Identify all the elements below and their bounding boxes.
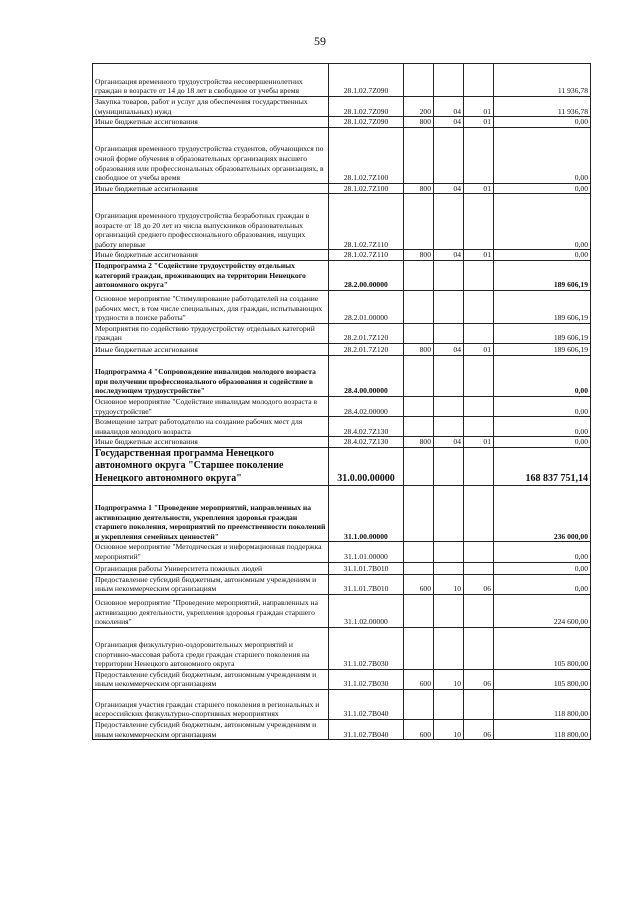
row-subsection <box>464 355 494 396</box>
row-code: 28.1.02.7Z110 <box>329 194 404 250</box>
table-row <box>93 574 591 594</box>
row-subsection <box>464 542 494 562</box>
row-subsection: 01 <box>464 117 494 128</box>
row-name: Возмещение затрат работодателю на создание рабочих мест для инвалидов молодого возраста <box>93 417 329 437</box>
row-code: 28.4.00.00000 <box>329 355 404 396</box>
row-code: 28.1.02.7Z100 <box>329 127 404 183</box>
row-code: 28.1.02.7Z100 <box>329 183 404 194</box>
row-section <box>434 323 464 343</box>
row-code: 28.2.01.7Z120 <box>329 343 404 355</box>
row-expense-type <box>404 290 434 323</box>
row-subsection: 06 <box>464 719 494 739</box>
row-expense-type <box>404 594 434 627</box>
row-amount: 0,00 <box>494 437 591 448</box>
row-amount: 189 606,19 <box>494 260 591 290</box>
row-section <box>434 417 464 437</box>
row-code: 28.4.02.7Z130 <box>329 417 404 437</box>
row-expense-type: 200 <box>404 97 434 117</box>
row-code: 28.1.02.7Z090 <box>329 64 404 97</box>
row-expense-type <box>404 542 434 562</box>
row-amount: 0,00 <box>494 417 591 437</box>
row-subsection <box>464 260 494 290</box>
table-row <box>93 542 591 562</box>
table-row <box>93 689 591 719</box>
row-amount: 189 606,19 <box>494 323 591 343</box>
row-subsection: 01 <box>464 183 494 194</box>
row-section <box>434 486 464 542</box>
table-row <box>93 194 591 250</box>
row-amount: 189 606,19 <box>494 290 591 323</box>
row-name: Организация работы Университета пожилых людей <box>93 562 329 574</box>
row-subsection: 01 <box>464 437 494 448</box>
row-name: Основное мероприятие "Содействие инвалидам молодого возраста в трудоустройстве" <box>93 396 329 416</box>
row-section: 04 <box>434 437 464 448</box>
row-amount: 105 800,00 <box>494 627 591 669</box>
row-section <box>434 64 464 97</box>
row-subsection: 01 <box>464 97 494 117</box>
row-name: Мероприятия по содействию трудоустройству отдельных категорий граждан <box>93 323 329 343</box>
row-code: 28.1.02.7Z110 <box>329 250 404 261</box>
row-subsection: 06 <box>464 669 494 689</box>
row-section <box>434 689 464 719</box>
row-name: Предоставление субсидий бюджетным, автономным учреждениям и иным некоммерческим организациям <box>93 719 329 739</box>
row-section <box>434 260 464 290</box>
row-subsection <box>464 127 494 183</box>
row-code: 28.2.00.00000 <box>329 260 404 290</box>
row-subsection <box>464 396 494 416</box>
table-row <box>93 260 591 290</box>
row-code: 31.1.01.00000 <box>329 542 404 562</box>
row-code: 28.4.02.00000 <box>329 396 404 416</box>
row-expense-type <box>404 64 434 97</box>
row-name: Иные бюджетные ассигнования <box>93 250 329 261</box>
row-name: Организация физкультурно-оздоровительных мероприятий и спортивно-массовая работа среди граждан старшего поколения на территории Ненецкого автономного округа <box>93 627 329 669</box>
row-expense-type <box>404 127 434 183</box>
row-amount: 0,00 <box>494 574 591 594</box>
row-expense-type <box>404 355 434 396</box>
row-expense-type <box>404 323 434 343</box>
row-subsection <box>464 689 494 719</box>
row-subsection: 06 <box>464 574 494 594</box>
table-row <box>93 290 591 323</box>
row-name: Подпрограмма 2 "Содействие трудоустройству отдельных категорий граждан, проживающих на территории Ненецкого автономного округа" <box>93 260 329 290</box>
row-amount: 105 800,00 <box>494 669 591 689</box>
row-subsection <box>464 627 494 669</box>
row-expense-type: 800 <box>404 117 434 128</box>
row-section <box>434 194 464 250</box>
row-name: Организация временного трудоустройства несовершеннолетних граждан в возрасте от 14 до 18 лет в свободное от учебы время <box>93 64 329 97</box>
row-name: Иные бюджетные ассигнования <box>93 117 329 128</box>
row-code: 31.1.01.7B010 <box>329 574 404 594</box>
budget-table <box>92 63 591 740</box>
row-amount: 11 936,78 <box>494 64 591 97</box>
row-subsection <box>464 594 494 627</box>
row-subsection <box>464 447 494 486</box>
row-name: Подпрограмма 1 "Проведение мероприятий, направленных на активизацию деятельности, укрепления здоровья граждан старшего поколения, мероприятий по преемственности поколений и укрепления семейных ценностей" <box>93 486 329 542</box>
table-row <box>93 183 591 194</box>
row-amount: 0,00 <box>494 250 591 261</box>
row-expense-type <box>404 486 434 542</box>
row-code: 31.1.02.7B040 <box>329 689 404 719</box>
row-section: 04 <box>434 117 464 128</box>
row-subsection <box>464 562 494 574</box>
row-amount: 0,00 <box>494 562 591 574</box>
row-name: Основное мероприятие "Стимулирование работодателей на создание рабочих мест, в том числе специальных, для граждан, испытывающих трудности в поиске работы" <box>93 290 329 323</box>
table-row <box>93 669 591 689</box>
row-section <box>434 127 464 183</box>
table-row <box>93 250 591 261</box>
row-expense-type <box>404 447 434 486</box>
row-expense-type: 800 <box>404 437 434 448</box>
table-row <box>93 117 591 128</box>
row-section: 04 <box>434 97 464 117</box>
row-expense-type: 600 <box>404 574 434 594</box>
row-name: Иные бюджетные ассигнования <box>93 343 329 355</box>
row-expense-type: 800 <box>404 343 434 355</box>
row-code: 28.1.02.7Z090 <box>329 97 404 117</box>
row-amount: 0,00 <box>494 127 591 183</box>
row-name: Подпрограмма 4 "Сопровождение инвалидов молодого возраста при получении профессионального образования и содействие в последующем трудоустройстве" <box>93 355 329 396</box>
row-name: Иные бюджетные ассигнования <box>93 183 329 194</box>
table-row <box>93 594 591 627</box>
row-expense-type <box>404 562 434 574</box>
row-name: Государственная программа Ненецкого автономного округа "Старшее поколение Ненецкого автономного округа" <box>93 447 329 486</box>
row-amount: 118 800,00 <box>494 719 591 739</box>
row-subsection <box>464 194 494 250</box>
row-amount: 0,00 <box>494 355 591 396</box>
row-amount: 0,00 <box>494 117 591 128</box>
row-section: 04 <box>434 343 464 355</box>
row-name: Иные бюджетные ассигнования <box>93 437 329 448</box>
page-number: 59 <box>314 34 326 48</box>
row-code: 28.4.02.7Z130 <box>329 437 404 448</box>
row-expense-type: 800 <box>404 183 434 194</box>
row-amount: 224 600,00 <box>494 594 591 627</box>
table-row <box>93 127 591 183</box>
row-expense-type <box>404 689 434 719</box>
row-amount: 168 837 751,14 <box>494 447 591 486</box>
row-code: 31.0.00.00000 <box>329 447 404 486</box>
table-row <box>93 355 591 396</box>
table-row <box>93 447 591 486</box>
row-expense-type: 600 <box>404 669 434 689</box>
table-row <box>93 323 591 343</box>
table-row <box>93 562 591 574</box>
table-row <box>93 396 591 416</box>
table-row <box>93 437 591 448</box>
row-name: Организация временного трудоустройства студентов, обучающихся по очной форме обучения в образовательных организациях высшего образования или профессиональных образовательных организациях, в свободное от учебы время <box>93 127 329 183</box>
row-amount: 189 606,19 <box>494 343 591 355</box>
row-expense-type <box>404 627 434 669</box>
row-expense-type <box>404 194 434 250</box>
row-expense-type <box>404 396 434 416</box>
row-code: 31.1.02.7B040 <box>329 719 404 739</box>
row-code: 28.2.01.7Z120 <box>329 323 404 343</box>
row-subsection <box>464 290 494 323</box>
row-code: 31.1.02.00000 <box>329 594 404 627</box>
row-amount: 11 936,78 <box>494 97 591 117</box>
row-section <box>434 355 464 396</box>
row-name: Организация участия граждан старшего поколения в региональных и всероссийских физкультурно-спортивных мероприятиях <box>93 689 329 719</box>
row-name: Предоставление субсидий бюджетным, автономным учреждениям и иным некоммерческим организациям <box>93 669 329 689</box>
row-name: Организация временного трудоустройства безработных граждан в возрасте от 18 до 20 лет из числа выпускников образовательных организаций среднего профессионального образования, ищущих работу впервые <box>93 194 329 250</box>
row-amount: 236 000,00 <box>494 486 591 542</box>
row-expense-type: 600 <box>404 719 434 739</box>
table-row <box>93 97 591 117</box>
row-section <box>434 290 464 323</box>
row-code: 31.1.02.7B030 <box>329 627 404 669</box>
row-name: Основное мероприятие "Методическая и информационная поддержка мероприятий" <box>93 542 329 562</box>
row-section <box>434 627 464 669</box>
row-section <box>434 447 464 486</box>
row-code: 31.1.02.7B030 <box>329 669 404 689</box>
table-row <box>93 343 591 355</box>
row-name: Закупка товаров, работ и услуг для обеспечения государственных (муниципальных) нужд <box>93 97 329 117</box>
row-name: Предоставление субсидий бюджетным, автономным учреждениям и иным некоммерческим организациям <box>93 574 329 594</box>
row-section <box>434 396 464 416</box>
row-code: 28.2.01.00000 <box>329 290 404 323</box>
row-expense-type <box>404 417 434 437</box>
row-expense-type: 800 <box>404 250 434 261</box>
table-row <box>93 627 591 669</box>
row-section: 04 <box>434 250 464 261</box>
row-expense-type <box>404 260 434 290</box>
row-code: 31.1.01.7B010 <box>329 562 404 574</box>
row-subsection <box>464 64 494 97</box>
row-subsection <box>464 417 494 437</box>
row-subsection <box>464 486 494 542</box>
table-row <box>93 417 591 437</box>
row-section <box>434 562 464 574</box>
row-name: Основное мероприятие "Проведение мероприятий, направленных на активизацию деятельности, укрепления здоровья граждан старшего поколения" <box>93 594 329 627</box>
row-subsection: 01 <box>464 250 494 261</box>
row-amount: 118 800,00 <box>494 689 591 719</box>
row-amount: 0,00 <box>494 542 591 562</box>
row-section <box>434 542 464 562</box>
table-row <box>93 719 591 739</box>
row-amount: 0,00 <box>494 194 591 250</box>
row-section: 10 <box>434 574 464 594</box>
row-section <box>434 594 464 627</box>
row-code: 31.1.00.00000 <box>329 486 404 542</box>
row-section: 10 <box>434 669 464 689</box>
row-subsection <box>464 323 494 343</box>
row-amount: 0,00 <box>494 396 591 416</box>
table-row <box>93 486 591 542</box>
row-section: 10 <box>434 719 464 739</box>
row-amount: 0,00 <box>494 183 591 194</box>
table-row <box>93 64 591 97</box>
row-subsection: 01 <box>464 343 494 355</box>
row-code: 28.1.02.7Z090 <box>329 117 404 128</box>
row-section: 04 <box>434 183 464 194</box>
